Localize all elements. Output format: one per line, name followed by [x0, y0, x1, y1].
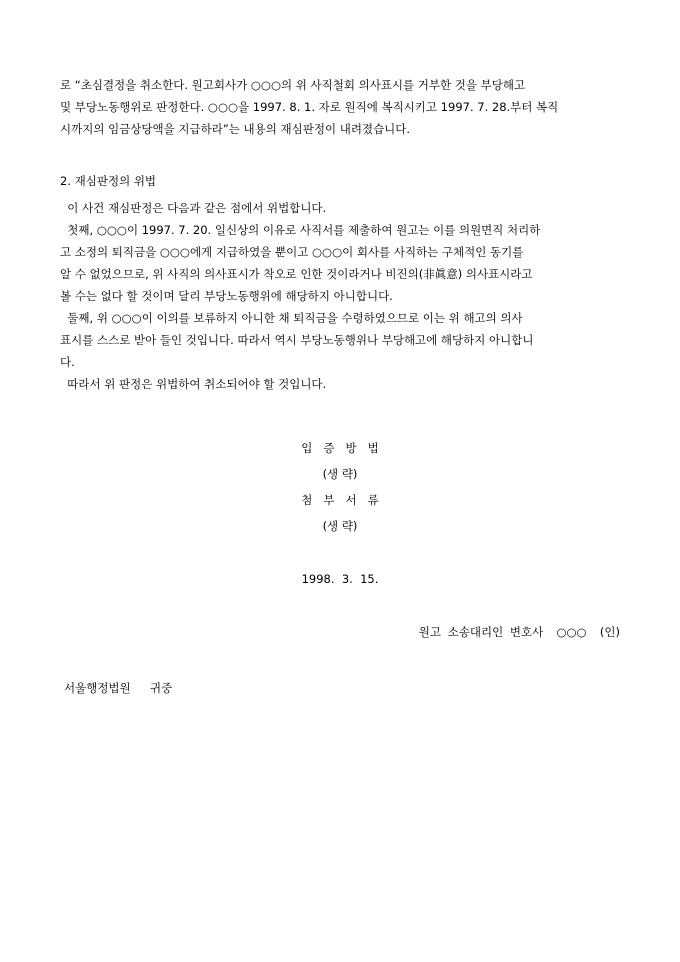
body-line: 알 수 없었으므로, 위 사직의 의사표시가 착오로 인한 것이라거나 비진의(非眞意) 의사표시라고 [60, 267, 533, 281]
intro-paragraph [60, 74, 622, 140]
recipient-court: 서울행정법원 귀중 [64, 681, 173, 695]
section-body [60, 197, 622, 395]
document-date: 1998. 3. 15. [301, 572, 379, 586]
signature-line: 원고 소송대리인 변호사 ○○○ (인) [418, 625, 620, 639]
body-line: 둘째, 위 ○○○이 이의를 보류하지 아니한 채 퇴직금을 수령하였으므로 이는 위 해고의 의사 [60, 311, 523, 325]
body-line: 이 사건 재심판정은 다음과 같은 점에서 위법합니다. [60, 201, 327, 215]
evidence-title: 입증방법 [301, 441, 390, 455]
body-line: 다. [60, 355, 75, 369]
body-line: 볼 수는 없다 할 것이며 달리 부당노동행위에 해당하지 아니합니다. [60, 289, 393, 303]
body-line: 첫째, ○○○이 1997. 7. 20. 일신상의 이유로 사직서를 제출하여 원고는 이를 의원면직 처리하 [60, 223, 541, 237]
body-line: 고 소정의 퇴직금을 ○○○에게 지급하였을 뿐이고 ○○○이 회사를 사직하는 구체적인 동기를 [60, 245, 524, 259]
section-heading: 2. 재심판정의 위법 [60, 174, 157, 188]
evidence-block [0, 435, 680, 539]
body-line: 표시를 스스로 받아 들인 것입니다. 따라서 역시 부당노동행위나 부당해고에 해당하지 아니합니 [60, 333, 534, 347]
intro-line: 및 부당노동행위로 판정한다. ○○○을 1997. 8. 1. 자로 원직에 복직시키고 1997. 7. 28.부터 복직 [60, 100, 559, 114]
body-line: 따라서 위 판정은 위법하여 취소되어야 할 것입니다. [60, 377, 327, 391]
intro-line: 로 “초심결정을 취소한다. 원고회사가 ○○○의 위 사직철회 의사표시를 거부한 것을 부당해고 [60, 78, 526, 92]
attachments-note: (생 략) [322, 519, 358, 533]
intro-line: 시까지의 임금상당액을 지급하라”는 내용의 재심판정이 내려졌습니다. [60, 122, 411, 136]
evidence-note: (생 략) [322, 467, 358, 481]
attachments-title: 첨부서류 [301, 493, 390, 507]
